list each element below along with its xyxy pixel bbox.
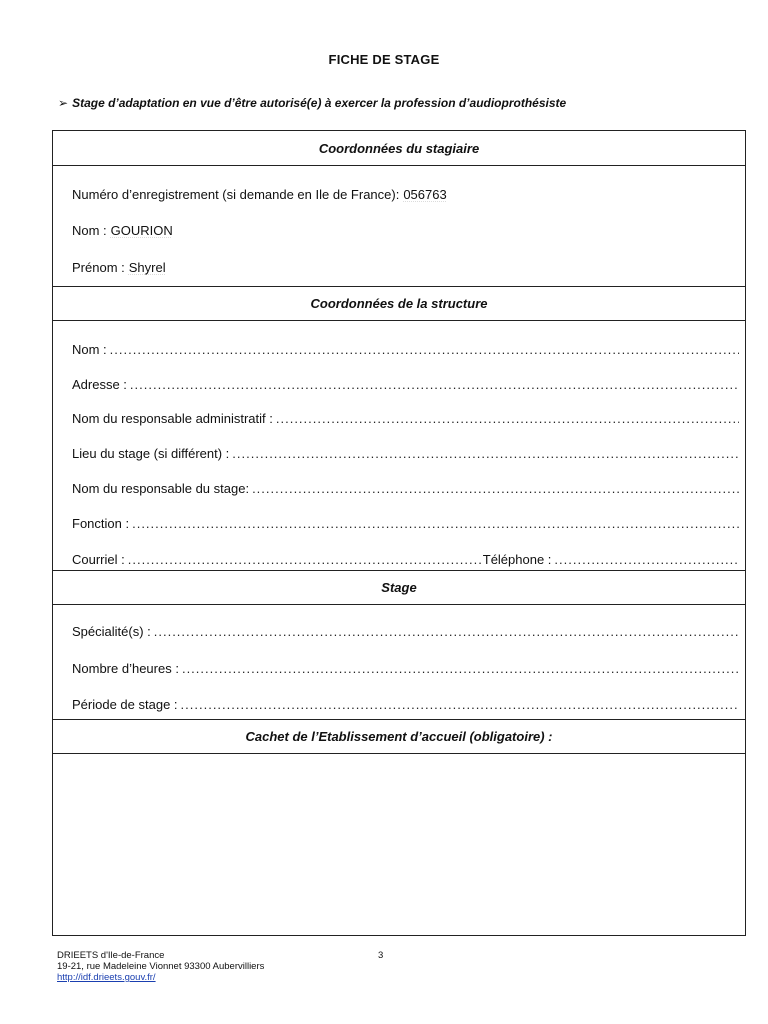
section-heading-structure: Coordonnées de la structure [53, 286, 745, 321]
prenom-stagiaire-row [72, 260, 739, 275]
periode-field[interactable] [181, 697, 739, 712]
section-heading-cachet: Cachet de l’Etablissement d’accueil (obligatoire) : [53, 719, 745, 754]
telephone-field[interactable] [554, 552, 739, 567]
heures-label: Nombre d’heures : [72, 661, 179, 676]
courriel-label: Courriel : [72, 552, 125, 567]
specialite-row[interactable] [72, 624, 739, 639]
resp-stage-row[interactable] [72, 481, 739, 496]
periode-row[interactable] [72, 697, 739, 712]
structure-nom-field[interactable] [110, 342, 739, 357]
subtitle-text: Stage d’adaptation en vue d’être autorisé(e) à exercer la profession d’audioprothésiste [72, 96, 567, 110]
footer-link[interactable]: http://idf.drieets.gouv.fr/ [57, 972, 156, 983]
heures-field[interactable] [182, 661, 739, 676]
nom-stagiaire-row [72, 223, 739, 238]
page-number: 3 [378, 950, 384, 961]
structure-nom-row[interactable] [72, 342, 739, 357]
stage-form [52, 130, 746, 936]
specialite-label: Spécialité(s) : [72, 624, 151, 639]
structure-adresse-label: Adresse : [72, 377, 127, 392]
lieu-stage-row[interactable] [72, 446, 739, 461]
subtitle [58, 96, 566, 110]
page-title: FICHE DE STAGE [328, 52, 440, 67]
specialite-field[interactable] [154, 624, 739, 639]
section-heading-stage: Stage [53, 570, 745, 605]
lieu-stage-label: Lieu du stage (si différent) : [72, 446, 230, 461]
numero-label: Numéro d’enregistrement (si demande en Ile de France): [72, 187, 400, 202]
fonction-label: Fonction : [72, 516, 130, 531]
telephone-label: Téléphone : [482, 552, 552, 567]
fonction-field[interactable] [132, 516, 739, 531]
resp-stage-field[interactable] [252, 481, 739, 496]
periode-label: Période de stage : [72, 697, 178, 712]
prenom-stagiaire-value[interactable]: Shyrel [128, 260, 166, 275]
courriel-telephone-row [72, 552, 739, 567]
resp-admin-field[interactable] [276, 411, 739, 426]
structure-adresse-row[interactable] [72, 377, 739, 392]
structure-nom-label: Nom : [72, 342, 107, 357]
footer [57, 950, 264, 983]
structure-adresse-field[interactable] [130, 377, 739, 392]
fonction-row[interactable] [72, 516, 739, 531]
resp-admin-label: Nom du responsable administratif : [72, 411, 273, 426]
heures-row[interactable] [72, 661, 739, 676]
prenom-stagiaire-label: Prénom : [72, 260, 125, 275]
nom-stagiaire-label: Nom : [72, 223, 107, 238]
numero-row [72, 187, 739, 202]
numero-value[interactable]: 056763 [403, 187, 447, 202]
footer-address: 19-21, rue Madeleine Vionnet 93300 Aubervilliers [57, 961, 265, 972]
lieu-stage-field[interactable] [232, 446, 739, 461]
footer-org: DRIEETS d'Ile-de-France [57, 950, 165, 961]
section-heading-stagiaire: Coordonnées du stagiaire [53, 131, 745, 166]
cachet-stamp-area[interactable] [53, 754, 745, 935]
courriel-field[interactable] [128, 552, 483, 567]
resp-admin-row[interactable] [72, 411, 739, 426]
arrow-bullet-icon: ➢ [58, 96, 69, 110]
resp-stage-label: Nom du responsable du stage: [72, 481, 250, 496]
nom-stagiaire-value[interactable]: GOURION [110, 223, 173, 238]
